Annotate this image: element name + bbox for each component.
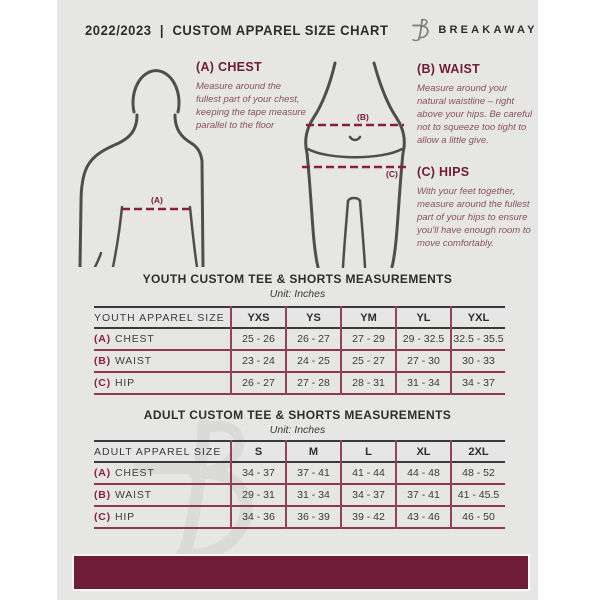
column-header: YM [341,307,396,328]
row-key: (A) [94,467,111,479]
table-cell: 25 - 26 [231,328,286,350]
youth-unit-label: Unit: Inches [269,288,326,300]
hips-text: With your feet together, measure around the fullest part of your hips to ensure you'll have enough room to move comfortably. [417,186,531,250]
column-header: M [286,441,341,462]
row-key: (A) [94,333,111,345]
row-label [94,328,231,350]
column-header: 2XL [451,441,505,462]
row-key: (C) [94,511,111,523]
table-row [94,462,505,484]
table-cell: 23 - 24 [231,350,286,372]
table-cell: 34 - 36 [231,506,286,528]
hips-instruction [417,165,537,251]
table-cell: 27 - 29 [341,328,396,350]
table-cell: 31 - 34 [286,484,341,506]
chest-heading: (A) CHEST [196,60,262,74]
table-cell: 29 - 31 [231,484,286,506]
table-cell: 30 - 33 [451,350,505,372]
youth-size-table [94,306,505,395]
table-cell: 24 - 25 [286,350,341,372]
row-label-text: WAIST [114,489,152,501]
adult-size-table [94,440,505,529]
column-header: YL [396,307,451,328]
row-label [94,506,231,528]
column-header: YXS [231,307,286,328]
waist-instruction [417,62,535,148]
table-cell: 39 - 42 [341,506,396,528]
table-row [94,484,505,506]
hips-heading: (C) HIPS [417,165,470,179]
table-cell: 34 - 37 [341,484,396,506]
column-header: S [231,441,286,462]
table-cell: 31 - 34 [396,372,451,394]
table-cell: 41 - 45.5 [451,484,505,506]
table-row [94,372,505,394]
column-header: XL [396,441,451,462]
table-cell: 29 - 32.5 [396,328,451,350]
table-cell: 41 - 44 [341,462,396,484]
adult-header-row [94,441,505,462]
column-header: YXL [451,307,505,328]
row-label [94,372,231,394]
table-cell: 27 - 30 [396,350,451,372]
row-key: (B) [94,489,111,501]
table-cell: 32.5 - 35.5 [451,328,505,350]
youth-size-label: YOUTH APPAREL SIZE [94,311,225,324]
row-key: (B) [94,355,111,367]
table-cell: 26 - 27 [231,372,286,394]
chest-line-label: (A) [151,195,163,205]
waist-text: Measure around your natural waistline – right above your hips. Be careful not to squeeze too tight to allow a little give. [417,83,533,147]
adult-size-label: ADULT APPAREL SIZE [94,445,222,458]
column-header: L [341,441,396,462]
table-row [94,350,505,372]
youth-header-row [94,307,505,328]
chest-instruction [196,60,308,132]
table-cell: 37 - 41 [286,462,341,484]
row-label-text: HIP [114,511,135,523]
table-cell: 48 - 52 [451,462,505,484]
table-cell: 37 - 41 [396,484,451,506]
waist-heading: (B) WAIST [417,62,481,76]
column-header: YS [286,307,341,328]
brand-lockup [411,18,537,42]
youth-section-title: YOUTH CUSTOM TEE & SHORTS MEASUREMENTS [142,272,453,286]
breakaway-logo-icon [411,18,431,42]
torso-diagram [75,57,205,267]
footer-accent-bar [72,554,530,591]
table-cell: 28 - 31 [341,372,396,394]
row-label-text: CHEST [114,333,155,345]
waist-line-label: (B) [357,112,369,122]
row-label [94,462,231,484]
table-cell: 46 - 50 [451,506,505,528]
table-cell: 25 - 27 [341,350,396,372]
table-row [94,506,505,528]
row-label-text: HIP [114,377,135,389]
row-label-text: CHEST [114,467,155,479]
row-key: (C) [94,377,111,389]
table-cell: 27 - 28 [286,372,341,394]
page-header [57,15,538,45]
chest-text: Measure around the fullest part of your chest, keeping the tape measure parallel to the floor [196,81,306,132]
adult-unit-label: Unit: Inches [269,424,326,436]
table-row [94,328,505,350]
hips-line-label: (C) [386,169,398,179]
brand-name: BREAKAWAY [438,24,538,36]
adult-section-title: ADULT CUSTOM TEE & SHORTS MEASUREMENTS [143,408,452,422]
row-label-text: WAIST [114,355,152,367]
table-cell: 43 - 46 [396,506,451,528]
row-label [94,484,231,506]
table-cell: 44 - 48 [396,462,451,484]
size-chart-page [57,0,538,600]
table-cell: 26 - 27 [286,328,341,350]
table-cell: 36 - 39 [286,506,341,528]
table-cell: 34 - 37 [231,462,286,484]
lower-body-diagram [292,61,418,268]
row-label [94,350,231,372]
page-title: 2022/2023 | CUSTOM APPAREL SIZE CHART [85,22,389,38]
table-cell: 34 - 37 [451,372,505,394]
